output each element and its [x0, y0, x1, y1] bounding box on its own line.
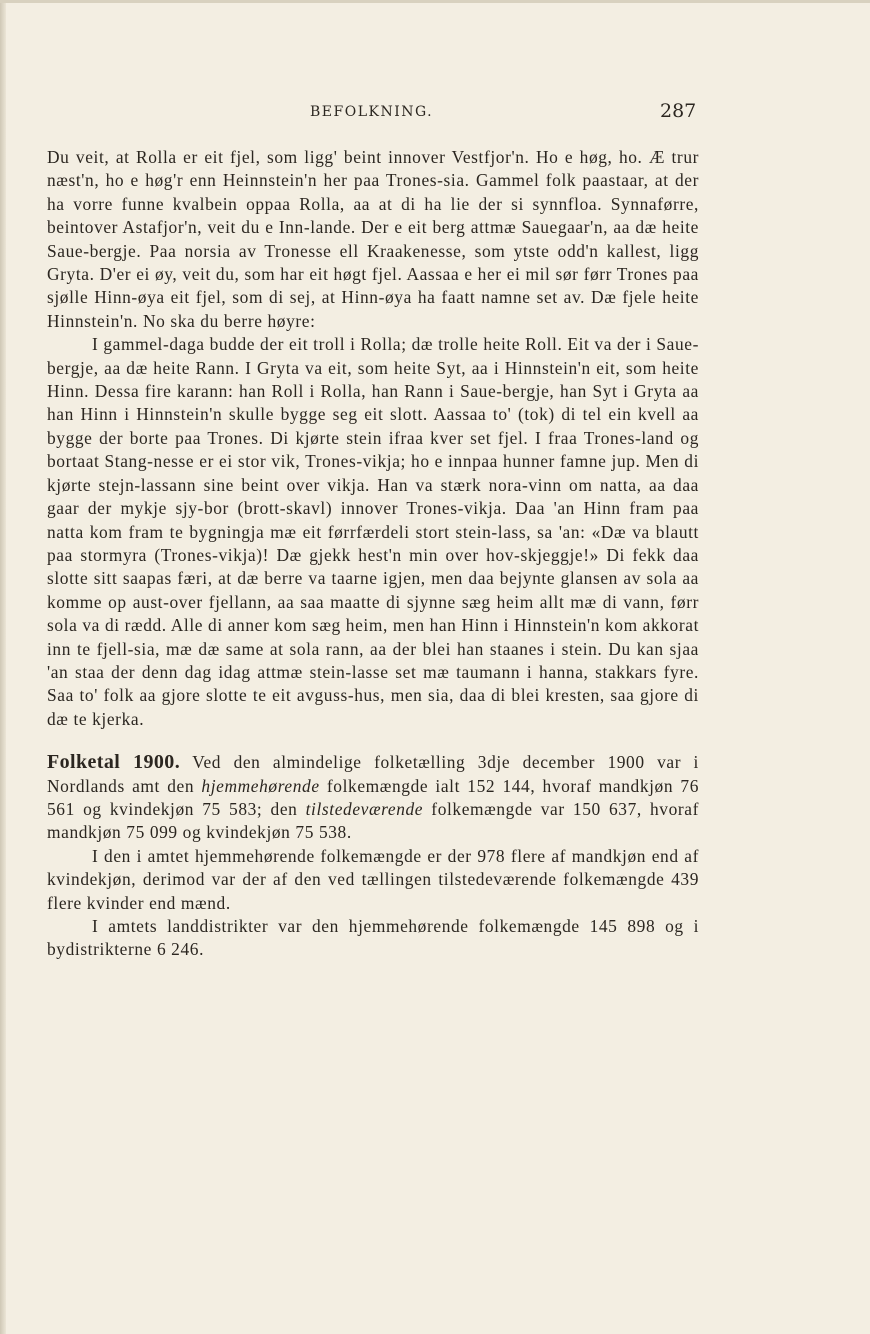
folktale-paragraph-2: I gammel-daga budde der eit troll i Rolla; dæ trolle heite Roll. Eit va der i Saue-bergje, aa dæ heite Rann. I Gryta va eit, som heite Syt, aa i Hinnstein'n eit, som heite Hinn. Dessa fire karann: han Roll i Rolla, han Rann i Saue-bergje, han Syt i Gryta aa han Hinn i Hinnstein'n skulle bygge seg eit slott. Aassaa to' (tok) di tel ein kvell aa bygge der borte paa Trones. Di kjørte stein ifraa kver set fjel. I fraa Trones-land og bortaat Stang-nesse er ei stor vik, Trones-vikja; ho e innpaa hunner famne jup. Men di kjørte stejn-lassann sine beint over vikja. Han va stærk nora-vinn om natta, aa daa gaar der mykje sjy-bor (brott-skavl) innover Trones-vikja. Daa 'an Hinn fram paa natta kom fram te bygningja mæ eit førrfærdeli stort stein-lass, sa 'an: «Dæ va blautt paa stormyra (Trones-vikja)! Dæ gjekk hest'n min over hov-skjeggje!» Di fekk daa slotte sitt saapas færi, at dæ berre va taarne igjen, men daa bejynte glansen av sola aa komme op aust-over fjellann, aa saa maatte di sjynne sæg heim allt mæ di vann, førr sola va di rædd. Alle di anner kom sæg heim, men han Hinn i Hinnstein'n kom akkorat inn te fjell-sia, mæ dæ same at sola rann, aa der blei han staanes i stein. Du kan sjaa 'an staa der denn dag idag attmæ stein-lasse set mæ taumann i hanna, stakkars fyre. Saa to' folk aa gjore slotte te eit avguss-hus, men sia, daa di blei kresten, saa gjore di dæ te kjerka. — [47, 334, 699, 729]
census-paragraph-2: I den i amtet hjemmehørende folkemængde er der 978 flere af mandkjøn end af kvindekjøn, derimod var der af den ved tællingen tilstedeværende folkemængde 439 flere kvinder end mænd. — [47, 845, 699, 913]
page-header — [0, 100, 870, 130]
folktale-paragraph-1: Du veit, at Rolla er eit fjel, som ligg' beint innover Vestfjor'n. Ho e høg, ho. Æ trur næst'n, ho e høg'r enn Heinnstein'n her paa Trones-sia. Gammel folk paastaar, at der ha vorre funne kvalbein oppaa Rolla, aa at di ha lie der si synnfloa. Synnaførre, beintover Astafjor'n, veit du e Inn-lande. Der e eit berg attmæ Sauegaar'n, aa dæ heite Saue-bergje. Paa norsia av Tronesse ell Kraakenesse, som ytste odd'n kallest, ligg Gryta. D'er ei øy, veit du, som har eit høgt fjel. Aassaa e her ei mil sør førr Trones paa sjølle Hinn-øya eit fjel, som di sej, at Hinn-øya ha faatt namne set av. Dæ fjele heite Hinnstein'n. No ska du berre høyre: — [47, 147, 699, 331]
census-text-part: folkemængde var 150 637, hvoraf mandkjøn 75 099 og kvindekjøn 75 538. — [47, 798, 699, 843]
census-text-part: Ved den almindelige folketælling 3dje december 1900 var i Nordlands amt den — [47, 752, 699, 796]
section-heading: Folketal 1900. — [47, 751, 181, 774]
running-head: BEFOLKNING. — [310, 104, 434, 120]
census-paragraph-3: I amtets landdistrikter var den hjemmehørende folkemængde 145 898 og i bydistrikterne 6 246. — [47, 916, 699, 960]
page-binding-edge — [0, 0, 6, 1334]
census-emphasis-present: tilstedeværende — [305, 798, 424, 819]
page-body — [47, 146, 699, 962]
page-top-edge — [0, 0, 870, 3]
census-paragraph-1 — [47, 751, 699, 845]
page-number: 287 — [660, 100, 697, 122]
census-emphasis-resident: hjemmehørende — [201, 775, 320, 796]
census-text-part: folkemængde ialt 152 144, hvoraf mandkjøn 76 561 og kvindekjøn 75 583; den — [47, 775, 699, 819]
